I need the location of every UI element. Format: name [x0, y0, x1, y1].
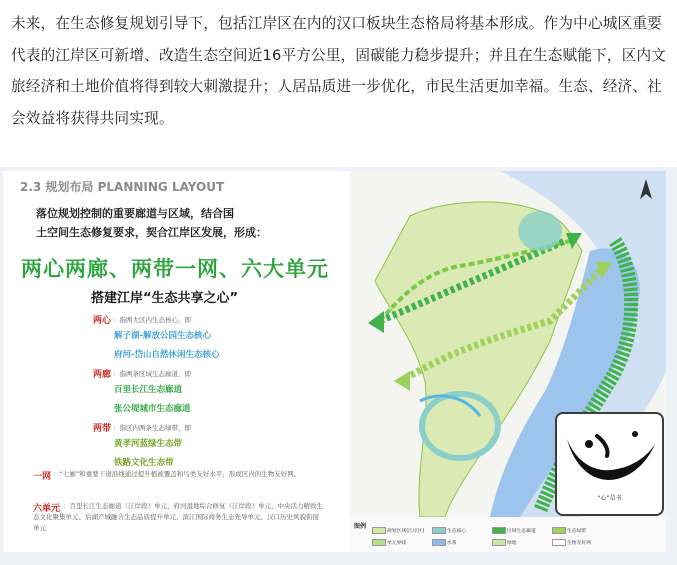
- intro-paragraph: 未来，在生态修复规划引导下，包括江岸区在内的汉口板块生态格局将基本形成。作为中心城区重要代表的江岸区可新增、改造生态空间近16平方公里，固碳能力稳步提升；并且在生态赋能下，区内文旅经济和土地价值将得到较大刺激提升；人居品质进一步优化，市民生活更加幸福。生态、经济、社会效益将获得共同实现。: [11, 15, 667, 127]
- two-hearts-desc: ：指两大区内生态核心，即: [113, 316, 191, 324]
- seal-caption: “心”草书: [597, 495, 622, 502]
- legend-label: 区域生态廊道: [507, 529, 536, 534]
- two-corridors-desc: ：指两条区域生态廊道，即: [113, 370, 191, 378]
- slide-headline: 两心两廊、两带一网、六大单元: [21, 257, 329, 281]
- two-belts-key: 两带: [93, 424, 112, 434]
- legend-swatch: [492, 539, 506, 546]
- legend-swatch: [492, 527, 506, 534]
- intro-line-1: 落位规划控制的重要廊道与区域，结合国: [36, 207, 234, 220]
- section-title: 2.3 规划布局 PLANNING LAYOUT: [20, 180, 225, 194]
- legend-swatch: [372, 527, 386, 534]
- legend-label: 水系: [447, 541, 457, 546]
- map-legend: [350, 517, 666, 552]
- slide-subtitle: 搭建江岸“生态共享之心”: [91, 291, 239, 306]
- belt-item-2: 铁路文化生态带: [114, 458, 174, 468]
- corridor-item-1: 百里长江生态廊道: [114, 385, 183, 395]
- two-corridors-key: 两廊: [93, 370, 112, 380]
- legend-label: 生物友好网: [567, 541, 591, 546]
- fuhe-core: [518, 211, 562, 251]
- planning-slide: [3, 171, 666, 552]
- corridor-item-2: 张公堤城市生态廊道: [114, 404, 191, 414]
- legend-swatch: [552, 527, 566, 534]
- two-belts-desc: ：指区内两条生态绿带，即: [113, 424, 191, 432]
- legend-label: 单元界线: [387, 541, 407, 546]
- slide-text-column: [3, 171, 349, 552]
- intro-line-2: 土空间生态修复要求，契合江岸区发展，形成：: [36, 226, 267, 239]
- slide-intro: [36, 204, 267, 242]
- legend-swatch: [372, 539, 386, 546]
- heart-item-2: 府河-岱山自然休闲生态核心: [114, 350, 220, 360]
- two-hearts-key: 两心: [93, 316, 112, 326]
- legend-label: 绿地: [507, 541, 517, 546]
- legend-label: 生态绿带: [567, 529, 587, 534]
- belt-item-1: 黄孝河蓝绿生态带: [114, 439, 183, 449]
- legend-swatch: [552, 539, 566, 546]
- calligraphy-heart-icon: [557, 414, 662, 494]
- legend-title: 图例: [354, 523, 367, 530]
- legend-swatch: [432, 539, 446, 546]
- legend-label: 生态核心: [447, 529, 467, 534]
- legend-swatch: [432, 527, 446, 534]
- legend-label: 规划区域(江岸区): [387, 529, 425, 534]
- calligraphy-seal: [555, 412, 664, 516]
- one-net-key: 一网: [33, 472, 52, 482]
- six-units-key: 六单元: [33, 504, 61, 514]
- heart-item-1: 解子湖-解放公园生态核心: [114, 331, 212, 341]
- one-net-desc: ：“七廊”和重要干道沿线通过提升植被覆盖和鸟类友好水平，形成区内的生物友好网。: [53, 470, 301, 478]
- six-units-desc: ：百里长江生态廊道（江岸段）单元、府河湿地综合修复（江岸段）单元、中央活力精致生态文化聚集单元、后湖产城融合生态品质提升单元、滨江国际商务生态先导单元、汉口历史风貌衔接单元: [33, 502, 323, 532]
